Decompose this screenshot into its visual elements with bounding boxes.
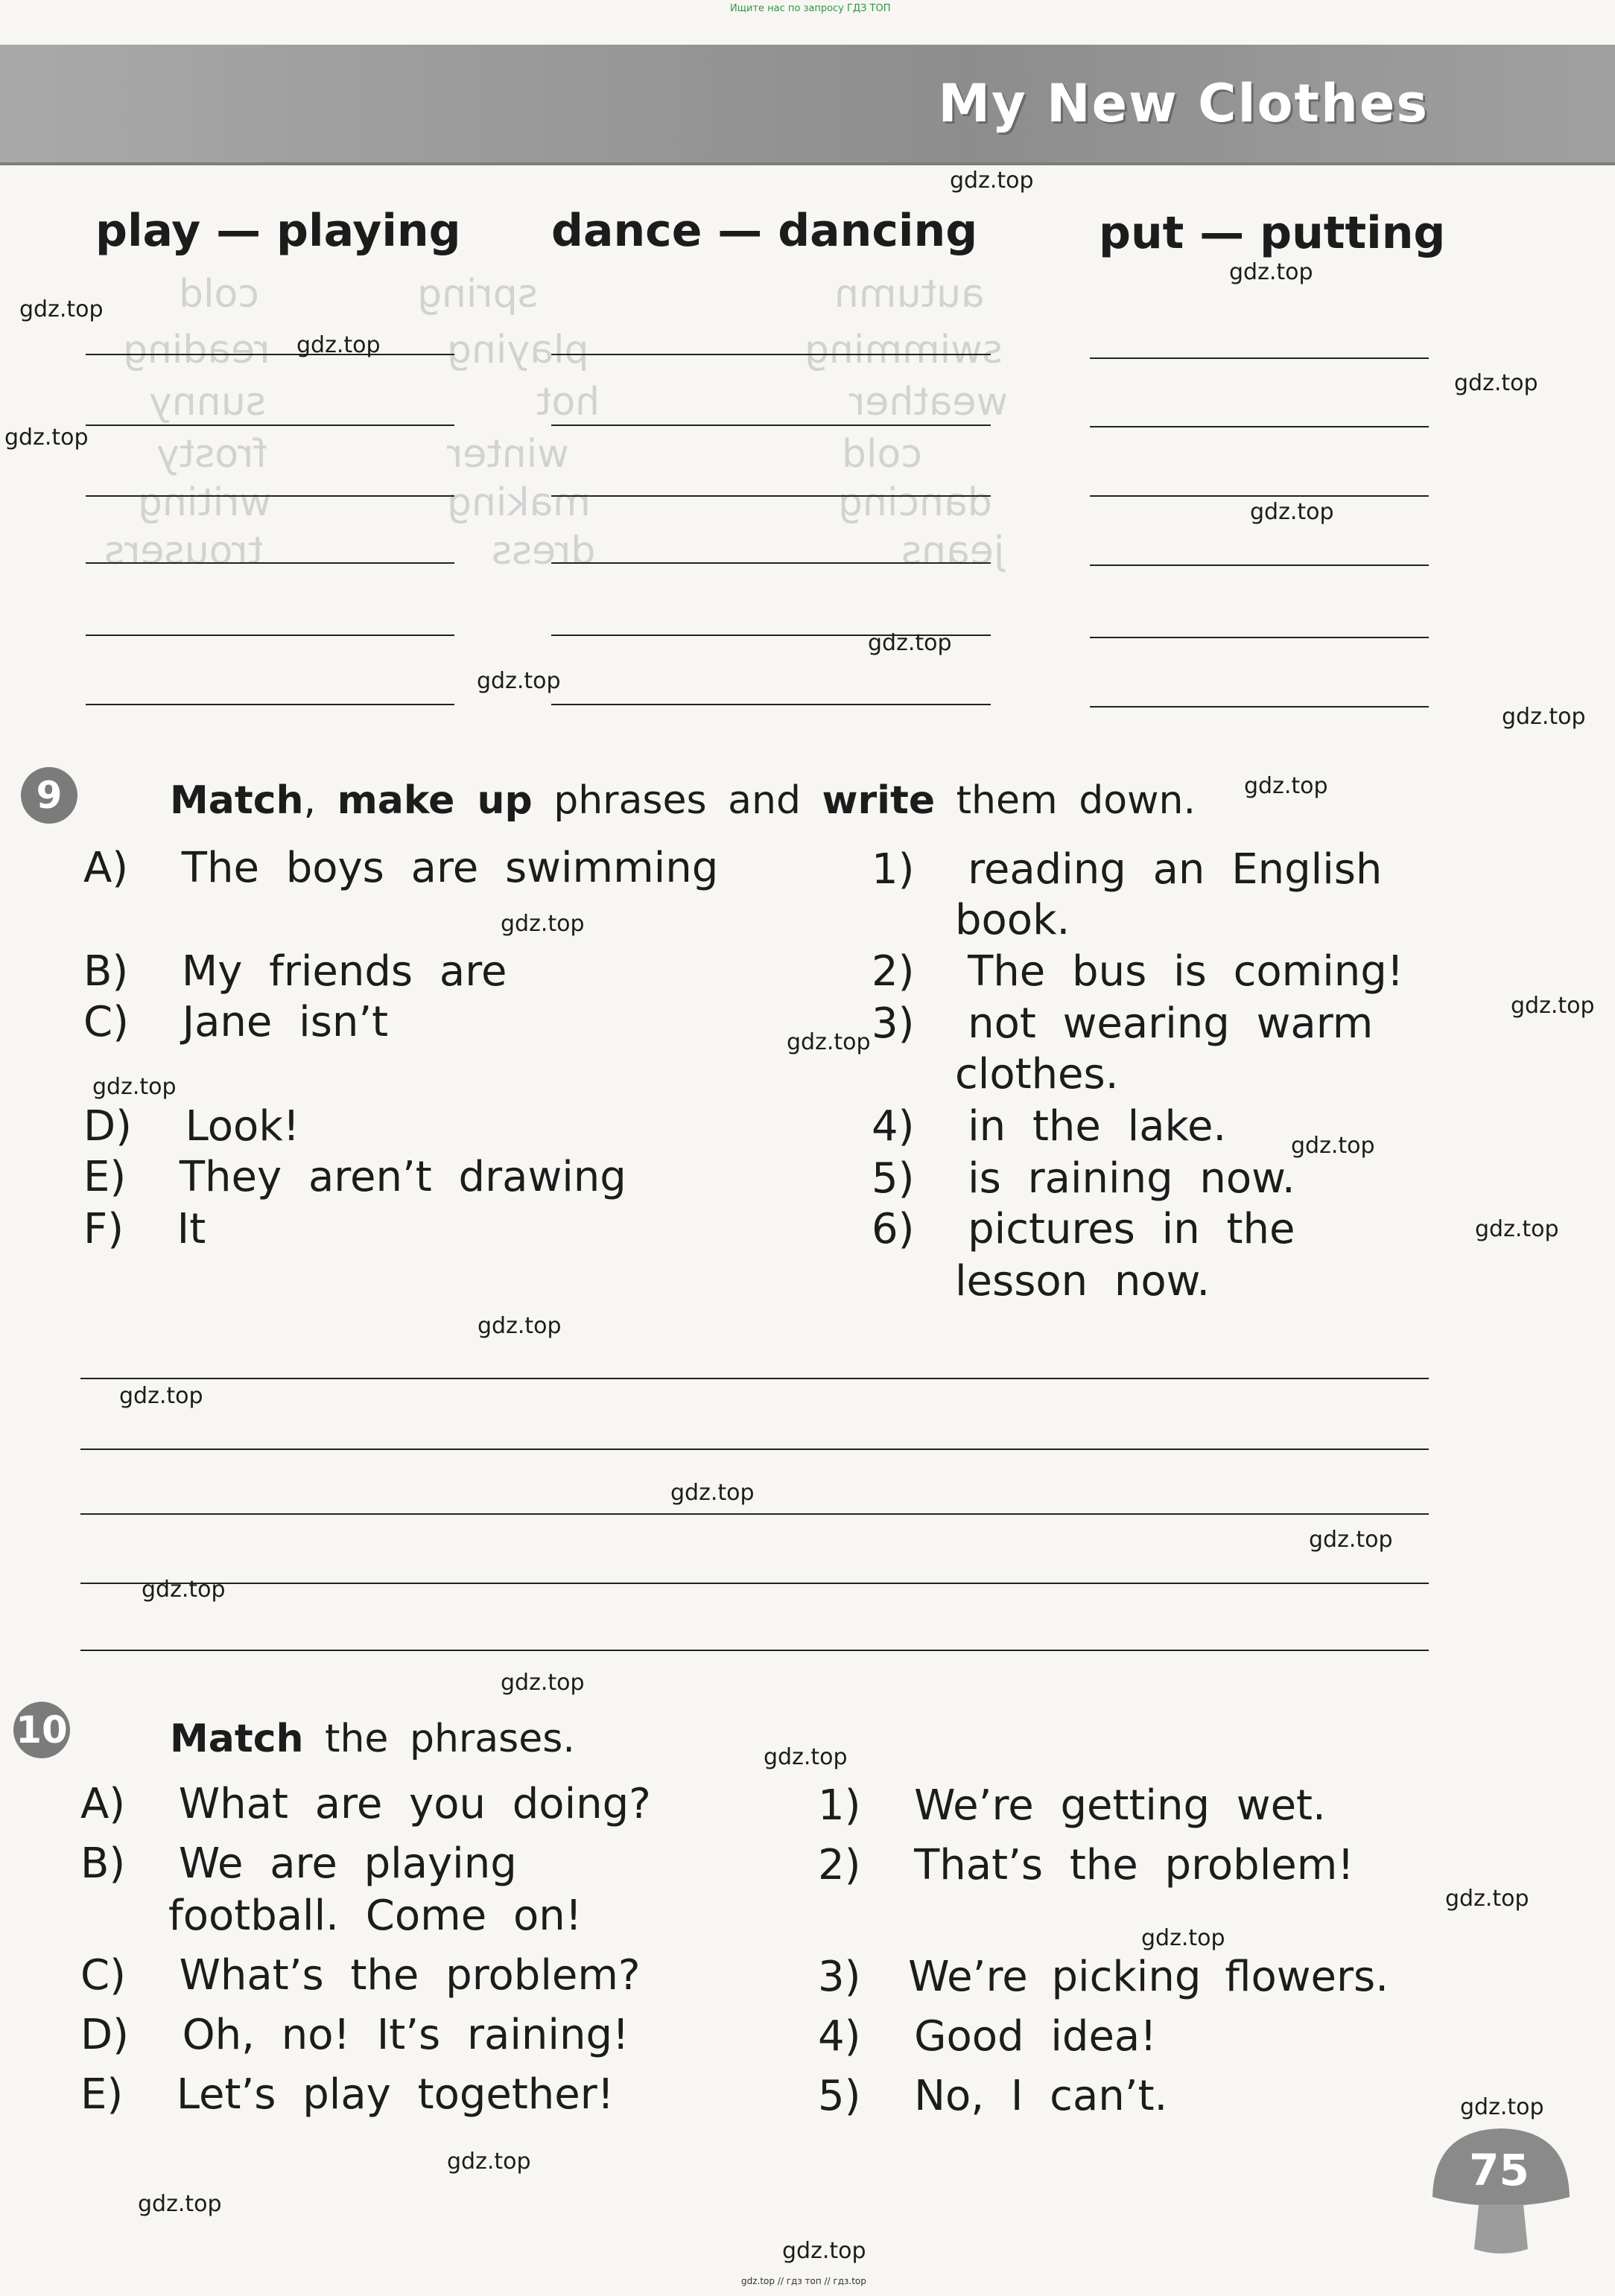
watermark-text: gdz.top bbox=[1291, 1133, 1375, 1159]
bleed-word: playing bbox=[447, 328, 589, 372]
bleed-word: autumn bbox=[834, 272, 985, 317]
page-number-badge bbox=[1427, 2115, 1572, 2260]
answer-line[interactable] bbox=[1090, 426, 1429, 427]
watermark-text: gdz.top bbox=[950, 168, 1034, 194]
instruction-bold: write bbox=[822, 778, 936, 823]
instruction-text: them down. bbox=[956, 778, 1196, 823]
watermark-text: gdz.top bbox=[1511, 993, 1595, 1019]
ex9-right-item-cont: lesson now. bbox=[955, 1257, 1211, 1306]
watermark-text: gdz.top bbox=[782, 2238, 866, 2264]
bleed-word: hot bbox=[536, 380, 600, 424]
bleed-word: winter bbox=[447, 432, 569, 477]
answer-line[interactable] bbox=[1090, 706, 1429, 707]
watermark-text: gdz.top bbox=[1141, 1925, 1225, 1951]
ex9-right-item: 5) is raining now. bbox=[872, 1154, 1295, 1203]
exercise-10-number: 10 bbox=[13, 1702, 70, 1758]
watermark-text: gdz.top bbox=[1454, 370, 1538, 396]
watermark-text: gdz.top bbox=[92, 1074, 177, 1100]
instruction-bold: Match bbox=[170, 778, 304, 823]
watermark-text: gdz.top bbox=[1250, 499, 1334, 525]
ex9-left-item: B) My friends are bbox=[83, 947, 507, 996]
watermark-text: gdz.top bbox=[477, 1313, 562, 1339]
bleed-word: making bbox=[447, 480, 591, 525]
ex10-left-item: D) Oh, no! It’s raining! bbox=[80, 2011, 629, 2059]
watermark-text: gdz.top bbox=[787, 1029, 871, 1055]
watermark-text: gdz.top bbox=[138, 2191, 222, 2217]
ex10-right-item: 2) That’s the problem! bbox=[818, 1841, 1354, 1889]
answer-line[interactable] bbox=[86, 424, 454, 426]
answer-line[interactable] bbox=[86, 635, 454, 636]
answer-line[interactable] bbox=[1090, 357, 1429, 359]
answer-line[interactable] bbox=[86, 704, 454, 705]
bleed-word: swimming bbox=[805, 328, 1003, 372]
answer-line[interactable] bbox=[1090, 565, 1429, 566]
watermark-text: gdz.top bbox=[4, 424, 89, 451]
ex9-right-item: 6) pictures in the bbox=[872, 1205, 1295, 1253]
instruction-text: phrases and bbox=[553, 778, 801, 823]
watermark-text: gdz.top bbox=[764, 1744, 848, 1770]
watermark-text: gdz.top bbox=[670, 1480, 755, 1506]
bleed-word: jeans bbox=[901, 529, 1005, 573]
exercise-9-instruction: Match, make up phrases and write them down. bbox=[170, 778, 1196, 823]
ex9-right-item: 3) not wearing warm bbox=[872, 999, 1374, 1048]
watermark-text: gdz.top bbox=[1244, 773, 1328, 799]
ex9-right-item-cont: clothes. bbox=[955, 1050, 1119, 1098]
ex9-left-item: C) Jane isn’t bbox=[83, 998, 389, 1046]
ex10-right-item: 1) We’re getting wet. bbox=[818, 1781, 1326, 1830]
watermark-text: gdz.top bbox=[501, 911, 585, 937]
ex10-right-item: 4) Good idea! bbox=[818, 2012, 1157, 2061]
page-title: My New Clothes bbox=[938, 73, 1429, 134]
answer-line[interactable] bbox=[86, 354, 454, 355]
watermark-text: gdz.top bbox=[1475, 1216, 1559, 1242]
watermark-text: gdz.top bbox=[1229, 259, 1313, 285]
bleed-word: writing bbox=[138, 480, 272, 525]
ex10-left-item: C) What’s the problem? bbox=[80, 1951, 641, 2000]
ex9-left-item: D) Look! bbox=[83, 1102, 300, 1151]
answer-line[interactable] bbox=[80, 1583, 1429, 1584]
answer-line[interactable] bbox=[80, 1378, 1429, 1379]
bleed-word: trousers bbox=[104, 529, 263, 573]
ex10-left-item: A) What are you doing? bbox=[80, 1780, 651, 1828]
instruction-bold: Match bbox=[170, 1717, 304, 1761]
watermark-text: gdz.top bbox=[1309, 1527, 1393, 1553]
page-header bbox=[0, 45, 1615, 165]
bleed-word: weather bbox=[849, 380, 1009, 424]
watermark-text: gdz.top bbox=[1445, 1886, 1529, 1912]
ex10-right-item: 5) No, I can’t. bbox=[818, 2072, 1168, 2120]
watermark-text: gdz.top bbox=[119, 1383, 203, 1409]
answer-line[interactable] bbox=[1090, 637, 1429, 638]
answer-line[interactable] bbox=[551, 354, 991, 355]
instruction-bold: make up bbox=[337, 778, 533, 823]
word-header-3: put — putting bbox=[1099, 207, 1446, 259]
word-header-2: dance — dancing bbox=[551, 205, 978, 257]
bleed-word: dancing bbox=[838, 480, 992, 525]
watermark-text: gdz.top bbox=[868, 630, 952, 656]
ex10-right-item: 3) We’re picking flowers. bbox=[818, 1953, 1389, 2001]
answer-line[interactable] bbox=[551, 495, 991, 497]
answer-line[interactable] bbox=[80, 1650, 1429, 1651]
answer-line[interactable] bbox=[1090, 495, 1429, 497]
answer-line[interactable] bbox=[86, 562, 454, 564]
watermark-text: gdz.top bbox=[501, 1670, 585, 1696]
answer-line[interactable] bbox=[551, 424, 991, 426]
bleed-word: reading bbox=[123, 328, 270, 372]
ex9-right-item: 4) in the lake. bbox=[872, 1102, 1227, 1151]
bleed-word: cold bbox=[842, 432, 922, 477]
ex9-right-item-cont: book. bbox=[955, 896, 1070, 944]
ex10-left-item: E) Let’s play together! bbox=[80, 2070, 615, 2119]
ex9-left-item: E) They aren’t drawing bbox=[83, 1153, 626, 1201]
watermark-text: gdz.top bbox=[296, 332, 381, 358]
ex9-right-item: 1) reading an English bbox=[872, 845, 1383, 894]
page-number: 75 bbox=[1469, 2145, 1529, 2195]
answer-line[interactable] bbox=[86, 495, 454, 497]
exercise-10-instruction bbox=[170, 1717, 575, 1761]
answer-line[interactable] bbox=[551, 562, 991, 564]
bleed-word: sunny bbox=[149, 380, 266, 424]
watermark-text: gdz.top bbox=[1502, 704, 1586, 730]
exercise-9-number: 9 bbox=[21, 767, 77, 824]
ex9-left-item: A) The boys are swimming bbox=[83, 844, 719, 892]
watermark-text: gdz.top bbox=[477, 668, 561, 694]
watermark-text: gdz.top bbox=[19, 296, 104, 322]
watermark-text: gdz.top bbox=[142, 1577, 226, 1603]
watermark-text: gdz.top bbox=[447, 2149, 531, 2175]
bleed-word: dress bbox=[492, 529, 596, 573]
ex9-right-item: 2) The bus is coming! bbox=[872, 947, 1404, 996]
footer-note: gdz.top // гдз топ // гдз.top bbox=[741, 2276, 866, 2286]
word-header-1: play — playing bbox=[95, 205, 461, 257]
answer-line[interactable] bbox=[80, 1513, 1429, 1515]
answer-line[interactable] bbox=[551, 704, 991, 705]
ex10-left-item: B) We are playing bbox=[80, 1839, 517, 1888]
ex9-left-item: F) It bbox=[83, 1205, 206, 1253]
watermark-text: gdz.top bbox=[1460, 2094, 1544, 2120]
bleed-word: frosty bbox=[156, 432, 267, 477]
bleed-word: spring bbox=[417, 272, 538, 317]
instruction-text: the phrases. bbox=[325, 1717, 575, 1761]
ex10-left-item-cont: football. Come on! bbox=[168, 1892, 583, 1940]
bleed-word: cold bbox=[179, 272, 259, 317]
top-note: Ищите нас по запросу ГДЗ ТОП bbox=[730, 3, 891, 14]
answer-line[interactable] bbox=[80, 1448, 1429, 1450]
